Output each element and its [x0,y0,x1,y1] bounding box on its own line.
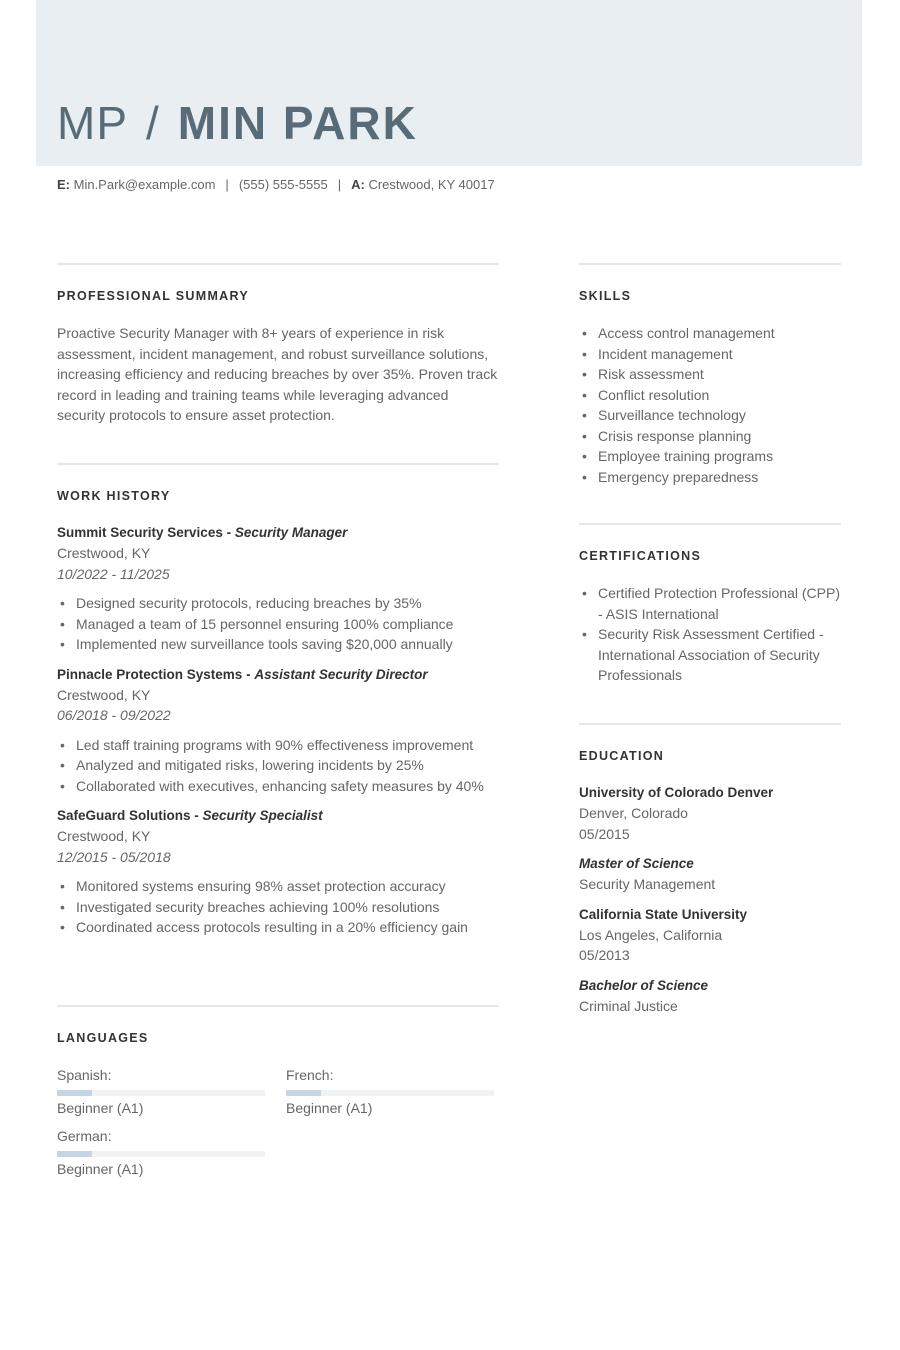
education-degree [579,854,841,895]
company: Summit Security Services [57,525,223,540]
skill-item: • Risk assessment [579,364,841,385]
school-location: Denver, Colorado [579,805,688,821]
graduation-date: 05/2013 [579,947,630,963]
job-entry [57,806,499,938]
divider: | [337,177,342,192]
field-of-study: Security Management [579,876,716,892]
language-item [286,1065,494,1118]
job-title-line [57,665,499,685]
bullet-item: • Coordinated access protocols resulting in a 20% efficiency gain [57,917,499,938]
education-section [579,723,841,1026]
work-history-section [57,463,499,948]
proficiency-bar [286,1090,494,1096]
job-location: Crestwood, KY [57,828,151,844]
dash: - [242,666,255,682]
bullet-item: • Collaborated with executives, enhancing safety measures by 40% [57,776,499,797]
job-dates: 12/2015 - 05/2018 [57,848,171,865]
proficiency-bar [57,1090,265,1096]
role: Assistant Security Director [254,666,428,682]
bullet-item: • Monitored systems ensuring 98% asset protection accuracy [57,876,499,897]
proficiency-fill [57,1151,92,1157]
phone: (555) 555-5555 [238,177,328,192]
bullet-item: • Designed security protocols, reducing breaches by 35% [57,593,499,614]
email: Min.Park@example.com [73,177,216,192]
skill-item: • Incident management [579,344,841,365]
address: Crestwood, KY 40017 [368,177,495,192]
language-item [57,1065,265,1118]
bullet-item: • Managed a team of 15 personnel ensuring 100% compliance [57,614,499,635]
job-entry [57,523,499,655]
name-separator: / [146,97,160,149]
proficiency-bar [57,1151,265,1157]
bullet-item: • Led staff training programs with 90% effectiveness improvement [57,735,499,756]
dash: - [190,808,203,823]
proficiency-fill [286,1090,321,1096]
certifications-section [579,523,841,686]
degree: Bachelor of Science [579,977,709,993]
skill-item: • Crisis response planning [579,426,841,447]
divider: | [225,177,229,192]
skills-section [579,263,841,487]
degree: Master of Science [579,856,694,871]
skill-item: • Emergency preparedness [579,467,841,488]
language-name: French: [286,1067,334,1083]
graduation-date: 05/2015 [579,825,630,842]
summary-section [57,263,499,426]
bullet-item: • Investigated security breaches achieving 100% resolutions [57,897,499,918]
education-school [579,905,841,966]
section-title: WORK HISTORY [57,489,171,503]
language-item [57,1126,265,1179]
education-degree [579,976,841,1017]
initials: MP [57,97,128,149]
bullet-item: • Analyzed and mitigated risks, lowering incidents by 25% [57,755,499,776]
school-location: Los Angeles, California [579,926,723,943]
skill-item: • Surveillance technology [579,405,841,426]
job-entry [57,665,499,797]
job-title-line [57,806,499,826]
skill-item: • Access control management [579,323,841,344]
job-title-line [57,523,499,543]
section-title: CERTIFICATIONS [579,549,702,563]
contact-line [57,177,495,192]
section-title: EDUCATION [579,749,665,763]
job-location: Crestwood, KY [57,545,151,561]
email-label: E: [57,177,70,192]
bullet-item: • Implemented new surveillance tools saving $20,000 annually [57,634,499,655]
school-name: California State University [579,906,748,922]
section-title: PROFESSIONAL SUMMARY [57,289,249,303]
skill-item: • Employee training programs [579,446,841,467]
summary-text: Proactive Security Manager with 8+ years of experience in risk assessment, incident management, and robust surveillance solutions, increasing efficiency and reducing breaches by over 35%. Proven track record in leading and training teams while leveraging advanced security protocols to ensure asset protection. [57,325,498,423]
job-bullets [57,735,499,797]
role: Security Manager [234,525,348,540]
company: Pinnacle Protection Systems [57,666,243,682]
language-level: Beginner (A1) [57,1160,144,1177]
address-label: A: [351,177,365,192]
education-school [579,783,841,844]
language-name: Spanish: [57,1067,112,1083]
certification-item: • Certified Protection Professional (CPP) - ASIS International [579,583,841,624]
languages-section [57,1005,499,1179]
section-title: LANGUAGES [57,1031,149,1045]
candidate-name [57,96,418,150]
field-of-study: Criminal Justice [579,997,678,1014]
language-name: German: [57,1128,112,1144]
job-dates: 10/2022 - 11/2025 [57,565,170,582]
proficiency-fill [57,1090,92,1096]
job-bullets [57,876,499,938]
job-bullets [57,593,499,655]
full-name: MIN PARK [177,97,418,149]
language-level: Beginner (A1) [286,1099,373,1116]
skill-item: • Conflict resolution [579,385,841,406]
job-location: Crestwood, KY [57,686,151,703]
section-title: SKILLS [579,289,632,303]
job-dates: 06/2018 - 09/2022 [57,707,171,723]
language-level: Beginner (A1) [57,1099,144,1116]
school-name: University of Colorado Denver [579,785,774,800]
company: SafeGuard Solutions [57,808,191,823]
dash: - [222,525,235,540]
role: Security Specialist [202,808,323,823]
certification-item: • Security Risk Assessment Certified - International Association of Security Professionals [579,624,841,686]
